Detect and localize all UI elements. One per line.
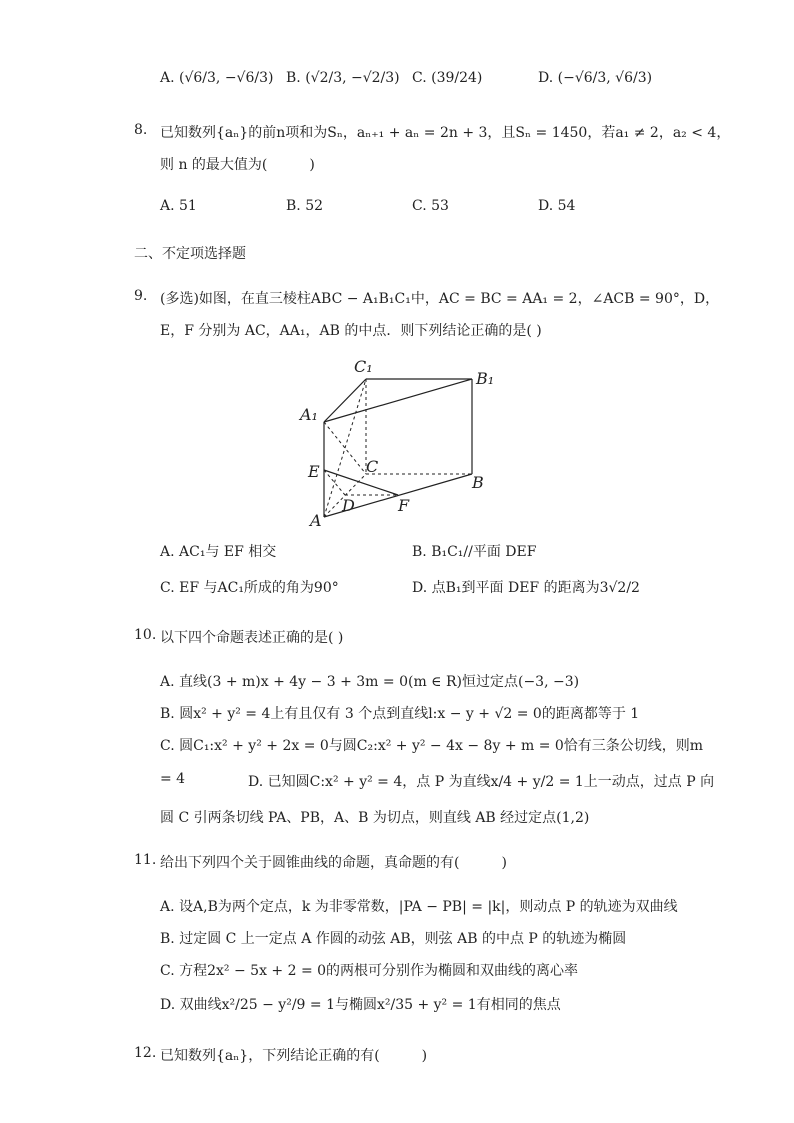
label-a1: A₁ (300, 405, 318, 424)
q9-option-b[interactable]: B. B₁C₁//平面 DEF (412, 544, 537, 560)
q8-number: 8. (134, 122, 148, 138)
q11-option-a[interactable]: A. 设A,B为两个定点，k 为非零常数，|PA − PB| = |k|，则动点 P 的轨迹为双曲线 (160, 899, 678, 915)
q8-option-a[interactable]: A. 51 (160, 198, 197, 214)
q10-option-d[interactable]: D. 已知圆C:x² + y² = 4，点 P 为直线x/4 + y/2 = 1上一动点，过点 P 向 (248, 774, 715, 790)
q8-stem-line1: 已知数列{aₙ}的前n项和为Sₙ，aₙ₊₁ + aₙ = 2n + 3，且Sₙ = 1450，若a₁ ≠ 2，a₂ < 4， (160, 125, 731, 141)
q10-option-d-cont: 圆 C 引两条切线 PA、PB，A、B 为切点，则直线 AB 经过定点(1,2) (160, 810, 590, 826)
q8-option-c[interactable]: C. 53 (412, 198, 449, 214)
label-a: A (310, 511, 322, 530)
q9-number: 9. (134, 288, 148, 304)
q8-option-d[interactable]: D. 54 (538, 198, 576, 214)
q7-option-c[interactable]: C. (39/24) (412, 70, 483, 86)
q12-number: 12. (134, 1045, 157, 1061)
q9-option-d[interactable]: D. 点B₁到平面 DEF 的距离为3√2/2 (412, 580, 640, 596)
section-heading: 二、不定项选择题 (134, 246, 246, 262)
q10-number: 10. (134, 627, 157, 643)
label-e: E (308, 462, 320, 481)
q11-option-c[interactable]: C. 方程2x² − 5x + 2 = 0的两根可分别作为椭圆和双曲线的离心率 (160, 963, 579, 979)
label-f: F (398, 496, 410, 515)
label-b: B (472, 473, 484, 492)
q11-option-d[interactable]: D. 双曲线x²/25 − y²/9 = 1与椭圆x²/35 + y² = 1有相同的焦点 (160, 997, 561, 1013)
q9-option-c[interactable]: C. EF 与AC₁所成的角为90° (160, 580, 339, 596)
prism-figure (296, 352, 506, 530)
q11-number: 11. (134, 852, 157, 868)
label-d: D (342, 496, 355, 515)
q11-stem: 给出下列四个关于圆锥曲线的命题，真命题的有( ) (160, 855, 507, 871)
label-b1: B₁ (476, 369, 495, 388)
q7-option-a[interactable]: A. (√6/3, −√6/3) (160, 70, 274, 86)
q10-option-a[interactable]: A. 直线(3 + m)x + 4y − 3 + 3m = 0(m ∈ R)恒过定点(−3, −3) (160, 674, 580, 690)
q8-option-b[interactable]: B. 52 (286, 198, 324, 214)
q8-stem-line2: 则 n 的最大值为( ) (160, 157, 315, 173)
q7-option-b[interactable]: B. (√2/3, −√2/3) (286, 70, 400, 86)
q12-stem: 已知数列{aₙ}，下列结论正确的有( ) (160, 1048, 428, 1064)
q10-option-c-cont: = 4 (160, 771, 186, 787)
q9-option-a[interactable]: A. AC₁与 EF 相交 (160, 544, 277, 560)
label-c1: C₁ (354, 357, 373, 376)
q10-option-c[interactable]: C. 圆C₁:x² + y² + 2x = 0与圆C₂:x² + y² − 4x − 8y + m = 0恰有三条公切线，则m (160, 738, 704, 754)
edge-a1b1 (324, 379, 472, 422)
q10-option-b[interactable]: B. 圆x² + y² = 4上有且仅有 3 个点到直线l:x − y + √2 = 0的距离都等于 1 (160, 706, 640, 722)
label-c: C (366, 457, 379, 476)
q10-stem: 以下四个命题表述正确的是( ) (160, 630, 344, 646)
q7-option-d[interactable]: D. (−√6/3, √6/3) (538, 70, 653, 86)
q11-option-b[interactable]: B. 过定圆 C 上一定点 A 作圆的动弦 AB，则弦 AB 的中点 P 的轨迹为椭圆 (160, 931, 627, 947)
q9-stem-line1: (多选)如图，在直三棱柱ABC − A₁B₁C₁中，AC = BC = AA₁ = 2，∠ACB = 90°，D， (160, 291, 720, 307)
q9-stem-line2: E，F 分别为 AC，AA₁，AB 的中点．则下列结论正确的是( ) (160, 323, 542, 339)
